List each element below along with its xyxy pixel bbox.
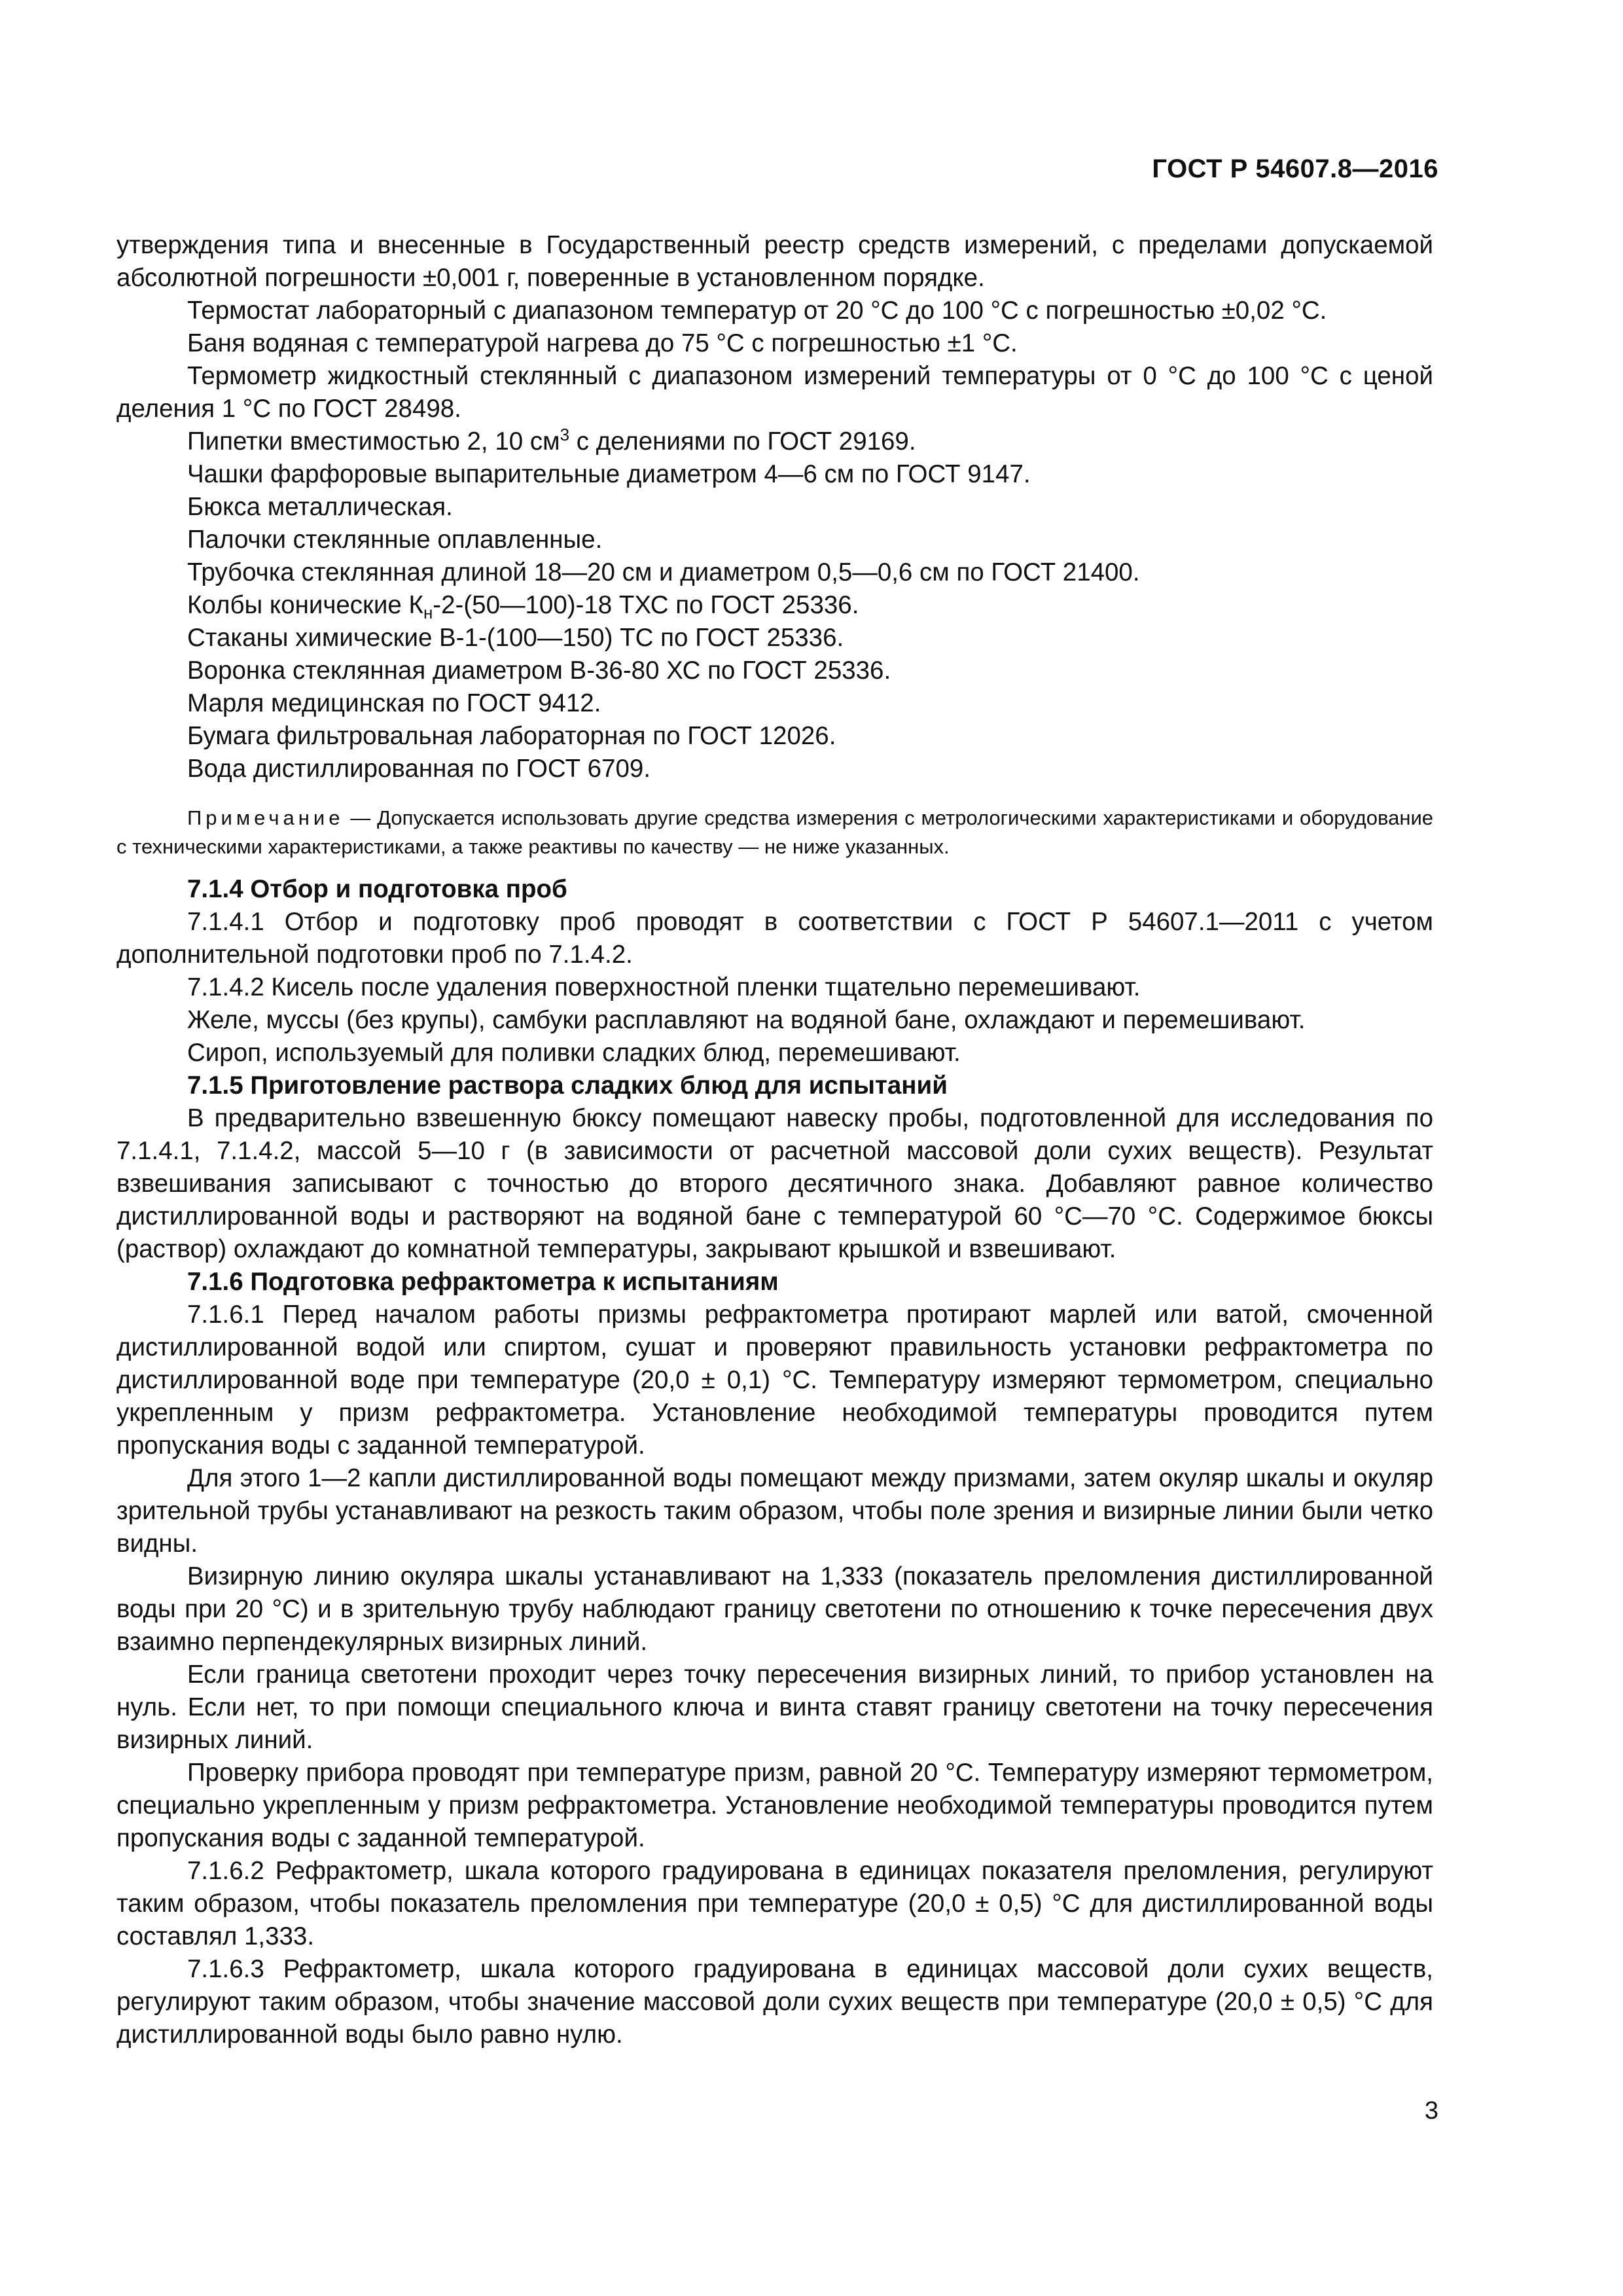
paragraph-device-check: Проверку прибора проводят при температуре призм, равной 20 °C. Температуру измеряют термометром, специально укрепленным у призм рефрактометра. Установление необходимой температуры проводится путем пропускания воды с заданной температурой.: [116, 1759, 1433, 1852]
equipment-item-distilled-water: Вода дистиллированная по ГОСТ 6709.: [187, 755, 651, 783]
equipment-item-sticks: Палочки стеклянные оплавленные.: [187, 526, 603, 554]
equipment-item-tube: Трубочка стеклянная длиной 18—20 см и диаметром 0,5—0,6 см по ГОСТ 21400.: [187, 558, 1140, 586]
equipment-item-funnel: Воронка стеклянная диаметром В-36-80 ХС по ГОСТ 25336.: [187, 656, 891, 685]
flasks-text: Колбы конические К: [187, 591, 423, 619]
pipettes-text-end: с делениями по ГОСТ 29169.: [569, 427, 916, 456]
equipment-item-cups: Чашки фарфоровые выпарительные диаметром 4—6 см по ГОСТ 9147.: [187, 460, 1031, 488]
document-header: ГОСТ Р 54607.8—2016: [1152, 154, 1438, 183]
pipettes-text: Пипетки вместимостью 2, 10 см: [187, 427, 560, 456]
section-heading-7-1-6: 7.1.6 Подготовка рефрактометра к испытаниям: [187, 1268, 779, 1296]
note-label: Примечание: [187, 806, 344, 829]
pipettes-superscript: 3: [560, 425, 570, 444]
paragraph-7-1-5: В предварительно взвешенную бюксу помещают навеску пробы, подготовленной для исследования по 7.1.4.1, 7.1.4.2, массой 5—10 г (в зависимости от расчетной массовой доли сухих веществ). Результат взвешивания записывают с точностью до второго десятичного знака. Добавляют равное количество дистиллированной воды и растворяют на водяной бане с температурой 60 °C—70 °C. Содержимое бюксы (раствор) охлаждают до комнатной температуры, закрывают крышкой и взвешивают.: [116, 1104, 1433, 1263]
paragraph-jelly: Желе, муссы (без крупы), самбуки расплавляют на водяной бане, охлаждают и перемешивают.: [187, 1006, 1306, 1034]
equipment-item-beakers: Стаканы химические В-1-(100—150) ТС по ГОСТ 25336.: [187, 624, 844, 652]
equipment-item-thermostat: Термостат лабораторный с диапазоном температур от 20 °C до 100 °C с погрешностью ±0,02 °C.: [187, 296, 1327, 325]
note-text: — Допускается использовать другие средства измерения с метрологическими характеристиками и оборудование с техническими характеристиками, а также реактивы по качеству — не ниже указанных.: [116, 806, 1433, 858]
paragraph-7-1-4-1: 7.1.4.1 Отбор и подготовку проб проводят в соответствии с ГОСТ Р 54607.1—2011 с учетом дополнительной подготовки проб по 7.1.4.2.: [116, 908, 1433, 969]
flasks-subscript: н: [423, 603, 433, 622]
paragraph-7-1-6-1: 7.1.6.1 Перед началом работы призмы рефрактометра протирают марлей или ватой, смоченной дистиллированной водой или спиртом, сушат и проверяют правильность установки рефрактометра по дистиллированной воде при температуре (20,0 ± 0,1) °C. Температуру измеряют термометром, специально укрепленным у призм рефрактометра. Установление необходимой температуры проводится путем пропускания воды с заданной температурой.: [116, 1300, 1433, 1460]
paragraph-7-1-4-2: 7.1.4.2 Кисель после удаления поверхностной пленки тщательно перемешивают.: [187, 973, 1141, 1001]
paragraph-drops: Для этого 1—2 капли дистиллированной воды помещают между призмами, затем окуляр шкалы и окуляр зрительной трубы устанавливают на резкость таким образом, чтобы поле зрения и визирные линии были четко видны.: [116, 1464, 1433, 1558]
paragraph-continued: утверждения типа и внесенные в Государственный реестр средств измерений, с пределами допускаемой абсолютной погрешности ±0,001 г, поверенные в установленном порядке.: [116, 231, 1433, 292]
paragraph-sighting-line: Визирную линию окуляра шкалы устанавливают на 1,333 (показатель преломления дистиллированной воды при 20 °C) и в зрительную трубу наблюдают границу светотени по отношению к точке пересечения двух взаимно перпендекулярных визирных линий.: [116, 1562, 1433, 1656]
paragraph-zero-setting: Если граница светотени проходит через точку пересечения визирных линий, то прибор установлен на нуль. Если нет, то при помощи специального ключа и винта ставят границу светотени на точку пересечения визирных линий.: [116, 1660, 1433, 1754]
paragraph-syrup: Сироп, используемый для поливки сладких блюд, перемешивают.: [187, 1039, 961, 1067]
page-number: 3: [1424, 2097, 1438, 2125]
equipment-item-thermometer: Термометр жидкостный стеклянный с диапазоном измерений температуры от 0 °C до 100 °C с ценой деления 1 °C по ГОСТ 28498.: [116, 362, 1433, 423]
paragraph-7-1-6-3: 7.1.6.3 Рефрактометр, шкала которого градуирована в единицах массовой доли сухих веществ, регулируют таким образом, чтобы значение массовой доли сухих веществ при температуре (20,0 ± 0,5) °C для дистиллированной воды было равно нулю.: [116, 1955, 1433, 2049]
paragraph-7-1-6-2: 7.1.6.2 Рефрактометр, шкала которого градуирована в единицах показателя преломления, регулируют таким образом, чтобы показатель преломления при температуре (20,0 ± 0,5) °C для дистиллированной воды составлял 1,333.: [116, 1857, 1433, 1950]
equipment-item-bux: Бюкса металлическая.: [187, 493, 453, 521]
note-paragraph: [116, 804, 1433, 861]
flasks-text-end: -2-(50—100)-18 ТХС по ГОСТ 25336.: [433, 591, 859, 619]
equipment-item-water-bath: Баня водяная с температурой нагрева до 75 °C с погрешностью ±1 °C.: [187, 329, 1018, 357]
section-heading-7-1-4: 7.1.4 Отбор и подготовка проб: [187, 875, 567, 903]
equipment-item-pipettes: [116, 425, 1433, 458]
equipment-item-filter-paper: Бумага фильтровальная лабораторная по ГОСТ 12026.: [187, 722, 836, 750]
equipment-item-gauze: Марля медицинская по ГОСТ 9412.: [187, 689, 601, 717]
equipment-item-flasks: [116, 589, 1433, 622]
section-heading-7-1-5: 7.1.5 Приготовление раствора сладких блюд для испытаний: [187, 1071, 948, 1100]
document-body: [116, 229, 1433, 2051]
